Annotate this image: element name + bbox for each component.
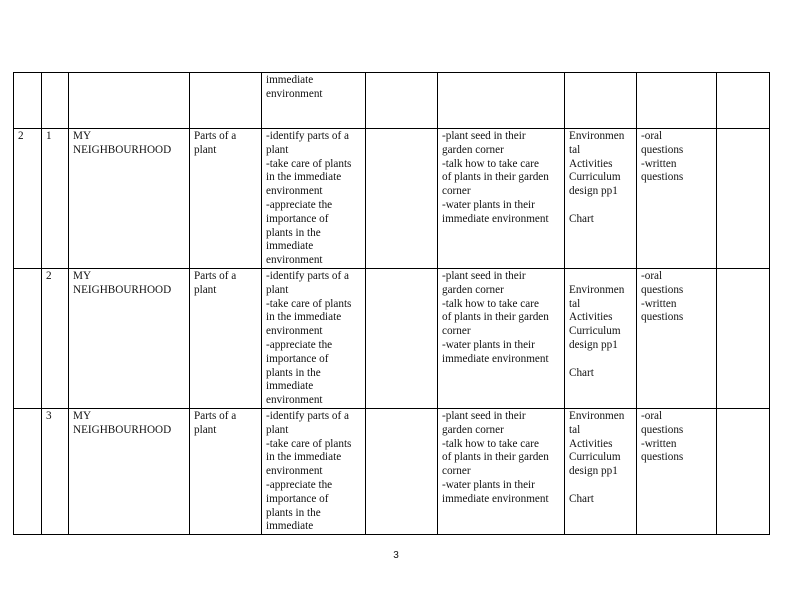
table-row bbox=[14, 129, 770, 269]
table-row bbox=[14, 409, 770, 535]
cell-lesson: 2 bbox=[42, 269, 69, 409]
page-number: 3 bbox=[393, 550, 399, 561]
cell-week bbox=[14, 409, 42, 535]
cell-sub-strand: Parts of a plant bbox=[190, 409, 262, 535]
cell-learning-experiences: -plant seed in their garden corner -talk how to take care of plants in their garden corner -water plants in their immediate environment bbox=[438, 269, 565, 409]
cell-learning-experiences: -plant seed in their garden corner -talk how to take care of plants in their garden corner -water plants in their immediate environment bbox=[438, 409, 565, 535]
scheme-of-work-table bbox=[13, 72, 770, 535]
cell-lesson bbox=[42, 73, 69, 129]
cell-strand: MY NEIGHBOURHOOD bbox=[69, 269, 190, 409]
cell-resources: Environmen tal Activities Curriculum design pp1 Chart bbox=[565, 409, 637, 535]
cell-lesson: 3 bbox=[42, 409, 69, 535]
cell-strand: MY NEIGHBOURHOOD bbox=[69, 129, 190, 269]
cell-key-inquiry bbox=[366, 269, 438, 409]
cell-learning-outcomes: -identify parts of a plant -take care of plants in the immediate environment -appreciate the importance of plants in the immediate bbox=[262, 409, 366, 535]
cell-remarks bbox=[717, 129, 770, 269]
cell-remarks bbox=[717, 73, 770, 129]
cell-key-inquiry bbox=[366, 129, 438, 269]
cell-assessment: -oral questions -written questions bbox=[637, 409, 717, 535]
cell-key-inquiry bbox=[366, 73, 438, 129]
cell-sub-strand bbox=[190, 73, 262, 129]
cell-key-inquiry bbox=[366, 409, 438, 535]
cell-remarks bbox=[717, 269, 770, 409]
cell-resources: Environmen tal Activities Curriculum design pp1 Chart bbox=[565, 129, 637, 269]
cell-strand bbox=[69, 73, 190, 129]
table-row bbox=[14, 269, 770, 409]
cell-learning-experiences bbox=[438, 73, 565, 129]
cell-lesson: 1 bbox=[42, 129, 69, 269]
cell-learning-experiences: -plant seed in their garden corner -talk how to take care of plants in their garden corner -water plants in their immediate environment bbox=[438, 129, 565, 269]
cell-learning-outcomes: -identify parts of a plant -take care of plants in the immediate environment -appreciate the importance of plants in the immediate environment bbox=[262, 269, 366, 409]
cell-assessment: -oral questions -written questions bbox=[637, 269, 717, 409]
cell-assessment bbox=[637, 73, 717, 129]
cell-sub-strand: Parts of a plant bbox=[190, 269, 262, 409]
cell-week bbox=[14, 73, 42, 129]
cell-resources: Environmen tal Activities Curriculum design pp1 Chart bbox=[565, 269, 637, 409]
cell-sub-strand: Parts of a plant bbox=[190, 129, 262, 269]
cell-remarks bbox=[717, 409, 770, 535]
cell-week: 2 bbox=[14, 129, 42, 269]
cell-learning-outcomes: -identify parts of a plant -take care of plants in the immediate environment -appreciate the importance of plants in the immediate environment bbox=[262, 129, 366, 269]
cell-week bbox=[14, 269, 42, 409]
cell-strand: MY NEIGHBOURHOOD bbox=[69, 409, 190, 535]
table-row bbox=[14, 73, 770, 129]
cell-learning-outcomes: immediate environment bbox=[262, 73, 366, 129]
cell-assessment: -oral questions -written questions bbox=[637, 129, 717, 269]
cell-resources bbox=[565, 73, 637, 129]
